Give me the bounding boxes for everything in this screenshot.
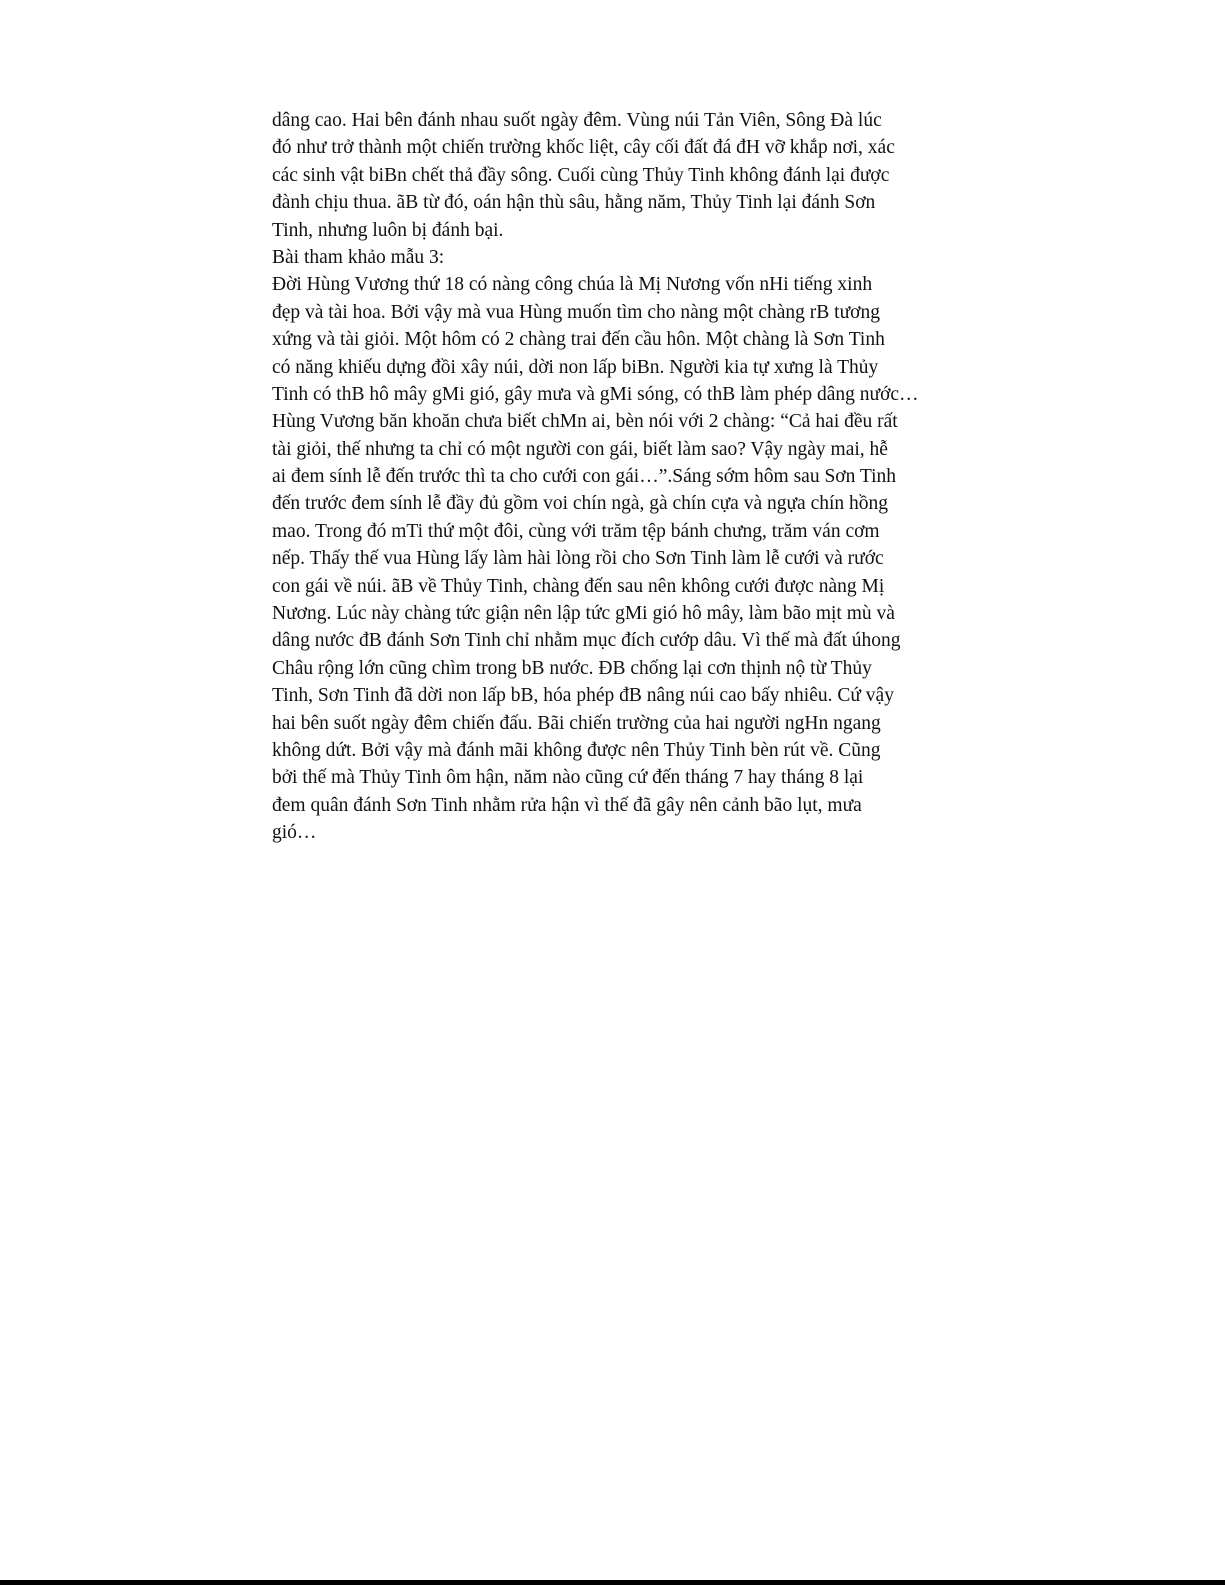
text-line: xứng và tài giỏi. Một hôm có 2 chàng trai đến cầu hôn. Một chàng là Sơn Tinh — [272, 329, 885, 351]
text-line: nếp. Thấy thế vua Hùng lấy làm hài lòng rồi cho Sơn Tinh làm lễ cưới và rước — [272, 548, 884, 570]
text-line: dâng nước đB đánh Sơn Tinh chỉ nhằm mục đích cướp dâu. Vì thế mà đất úhong — [272, 630, 901, 652]
text-line: đem quân đánh Sơn Tinh nhằm rửa hận vì thế đã gây nên cảnh bão lụt, mưa — [272, 794, 862, 816]
text-line: hai bên suốt ngày đêm chiến đấu. Bãi chiến trường của hai người ngHn ngang — [272, 712, 881, 734]
text-line: Tinh có thB hô mây gMi gió, gây mưa và gMi sóng, có thB làm phép dâng nước… — [272, 383, 919, 405]
text-line: tài giỏi, thế nhưng ta chỉ có một người con gái, biết làm sao? Vậy ngày mai, hễ — [272, 438, 888, 460]
text-line: Châu rộng lớn cũng chìm trong bB nước. ĐB chống lại cơn thịnh nộ từ Thủy — [272, 657, 872, 679]
text-line: mao. Trong đó mTi thứ một đôi, cùng với trăm tệp bánh chưng, trăm ván cơm — [272, 520, 880, 542]
text-line: bởi thế mà Thủy Tinh ôm hận, năm nào cũng cứ đến tháng 7 hay tháng 8 lại — [272, 767, 864, 789]
text-line: có năng khiếu dựng đồi xây núi, dời non lấp biBn. Người kia tự xưng là Thủy — [272, 356, 879, 378]
text-line: ai đem sính lễ đến trước thì ta cho cưới con gái…”.Sáng sớm hôm sau Sơn Tinh — [272, 466, 897, 488]
text-line: dâng cao. Hai bên đánh nhau suốt ngày đêm. Vùng núi Tản Viên, Sông Đà lúc — [272, 110, 882, 131]
text-line: đành chịu thua. ãB từ đó, oán hận thù sâu, hằng năm, Thủy Tinh lại đánh Sơn — [272, 192, 876, 214]
text-line: đó như trở thành một chiến trường khốc liệt, cây cối đất đá đH vỡ khắp nơi, xác — [272, 137, 895, 159]
section-heading: Bài tham khảo mẫu 3: — [272, 246, 445, 268]
text-line: con gái về núi. ãB về Thủy Tinh, chàng đến sau nên không cưới được nàng Mị — [272, 575, 885, 597]
text-line: không dứt. Bởi vậy mà đánh mãi không được nên Thủy Tinh bèn rút về. Cũng — [272, 739, 881, 761]
text-line: gió… — [272, 822, 317, 844]
text-line: đẹp và tài hoa. Bởi vậy mà vua Hùng muốn tìm cho nàng một chàng rB tương — [272, 301, 880, 323]
text-line: Nương. Lúc này chàng tức giận nên lập tức gMi gió hô mây, làm bão mịt mù và — [272, 603, 895, 625]
page-bottom-border — [0, 1580, 1225, 1585]
text-line: đến trước đem sính lễ đầy đủ gồm voi chín ngà, gà chín cựa và ngựa chín hồng — [272, 493, 889, 515]
text-line: các sinh vật biBn chết thả đầy sông. Cuối cùng Thủy Tinh không đánh lại được — [272, 164, 890, 186]
text-line: Tinh, nhưng luôn bị đánh bại. — [272, 219, 504, 241]
document-body-text — [272, 107, 972, 847]
text-line: Tinh, Sơn Tinh đã dời non lấp bB, hóa phép đB nâng núi cao bấy nhiêu. Cứ vậy — [272, 685, 894, 707]
text-line: Đời Hùng Vương thứ 18 có nàng công chúa là Mị Nương vốn nHi tiếng xinh — [272, 274, 873, 296]
text-line: Hùng Vương băn khoăn chưa biết chMn ai, bèn nói với 2 chàng: “Cả hai đều rất — [272, 411, 898, 433]
